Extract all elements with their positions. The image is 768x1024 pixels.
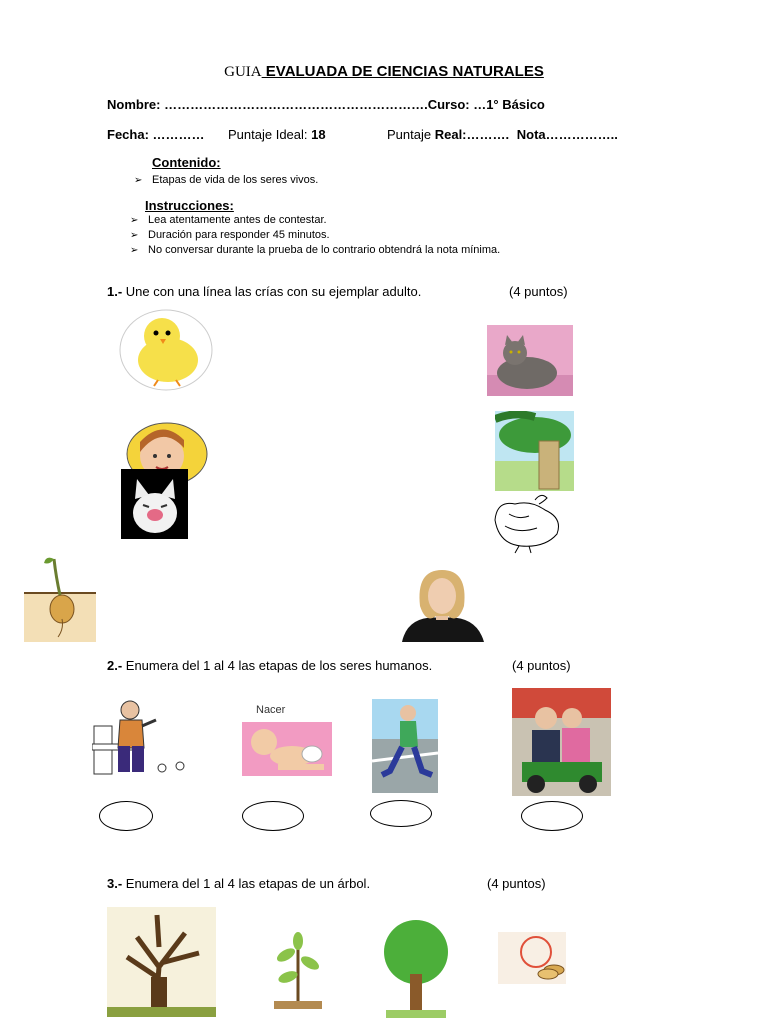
- sapling-image: [264, 925, 332, 1009]
- nombre-line: [107, 97, 545, 112]
- answer-oval-4[interactable]: [521, 801, 583, 831]
- puntaje-real: [387, 127, 618, 142]
- question-2: 2.- Enumera del 1 al 4 las etapas de los seres humanos.: [107, 658, 433, 673]
- bullet-arrow-icon: ➢: [130, 230, 139, 241]
- grandpa-image: [92, 696, 190, 778]
- title-main: EVALUADA DE CIENCIAS NATURALES: [261, 63, 544, 80]
- answer-oval-3[interactable]: [370, 800, 432, 827]
- contenido-item: ➢ Etapas de vida de los seres vivos.: [134, 174, 319, 186]
- curso-label: Curso: …1° Básico: [427, 97, 545, 112]
- nota-label: Nota……………..: [516, 127, 618, 142]
- children-car-image: [512, 688, 611, 796]
- question-2-points: (4 puntos): [512, 658, 571, 673]
- puntaje-ideal: [228, 127, 326, 142]
- bullet-arrow-icon: ➢: [130, 215, 139, 226]
- nombre-dots: …………………………………………………….: [164, 97, 428, 112]
- question-1-points: (4 puntos): [509, 284, 568, 299]
- cat-image: [487, 325, 573, 396]
- instruccion-item: ➢ Duración para responder 45 minutos.: [130, 229, 330, 241]
- question-1: 1.- Une con una línea las crías con su ejemplar adulto.: [107, 284, 422, 299]
- instruccion-item: ➢ No conversar durante la prueba de lo contrario obtendrá la nota mínima.: [130, 244, 501, 256]
- instrucciones-heading: Instrucciones:: [145, 198, 234, 213]
- young-tree-image: [376, 916, 456, 1018]
- nombre-label: Nombre:: [107, 97, 161, 112]
- question-3: 3.- Enumera del 1 al 4 las etapas de un árbol.: [107, 876, 371, 891]
- chick-image: [118, 308, 222, 396]
- seedling-image: [24, 553, 96, 642]
- instruccion-item: ➢ Lea atentamente antes de contestar.: [130, 214, 327, 226]
- tree-image: [495, 411, 574, 491]
- old-tree-image: [107, 907, 216, 1017]
- puntaje-real-label: Real:……….: [434, 127, 510, 142]
- kitten-image: [121, 469, 188, 539]
- question-3-points: (4 puntos): [487, 876, 546, 891]
- woman-image: [398, 566, 486, 642]
- puntaje-ideal-label: Puntaje Ideal:: [228, 127, 308, 142]
- puntaje-real-prefix: Puntaje: [387, 127, 432, 142]
- answer-oval-2[interactable]: [242, 801, 304, 831]
- fecha-line: [107, 127, 205, 142]
- bullet-arrow-icon: ➢: [130, 245, 139, 256]
- puntaje-ideal-value: 18: [311, 127, 326, 142]
- contenido-heading: Contenido:: [152, 155, 221, 170]
- baby-image: [242, 704, 332, 776]
- hen-image: [485, 490, 567, 554]
- seeds-image: [498, 932, 566, 984]
- fecha-label: Fecha: …………: [107, 127, 205, 142]
- page-title: [0, 63, 768, 81]
- answer-oval-1[interactable]: [99, 801, 153, 831]
- bullet-arrow-icon: ➢: [134, 175, 143, 186]
- title-prefix: GUIA: [224, 64, 262, 80]
- baby-label: Nacer: [256, 704, 286, 716]
- boy-walking-image: [372, 699, 438, 793]
